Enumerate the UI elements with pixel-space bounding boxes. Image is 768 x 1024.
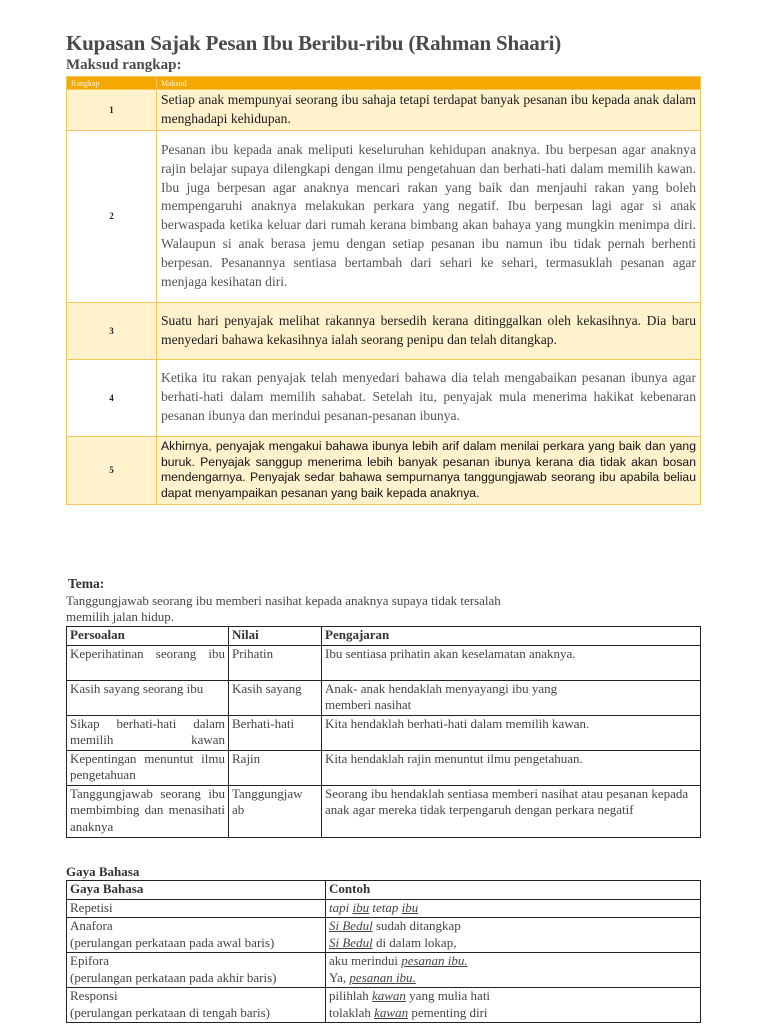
gaya-name-cell: [67, 918, 326, 953]
rangkap-maksud: Ketika itu rakan penyajak telah menyedari bahawa dia telah mengabaikan pesanan ibunya agar berhati-hati dalam memilih sahabat. Setelah itu, penyajak mula menerima hakikat kebenaran pesanan ibunya dan merindui pesanan-pesanan ibunya.: [157, 359, 701, 436]
nilai-cell: Kasih sayang: [229, 680, 322, 715]
gaya-desc: (perulangan perkataan pada awal baris): [70, 934, 275, 950]
table-row: [67, 899, 701, 918]
pengajaran-cell: Kita hendaklah rajin menuntut ilmu pengetahuan.: [322, 750, 701, 785]
rangkap-number: 3: [67, 302, 157, 359]
column-header-maksud: Maksud: [157, 77, 701, 90]
gaya-name: Repetisi: [67, 899, 326, 918]
table-row: [67, 130, 701, 302]
nilai-cell: Berhati-hati: [229, 715, 322, 750]
contoh-text: yang mulia hati: [405, 988, 491, 1003]
table-row: [67, 953, 701, 988]
contoh-line: [329, 988, 697, 1005]
table-row: [67, 988, 701, 1023]
contoh-line: [329, 1005, 697, 1022]
contoh-word: Si Bedul: [329, 934, 373, 950]
persoalan-table: [66, 626, 701, 838]
contoh-text: sudah ditangkap: [372, 918, 461, 933]
persoalan-cell: Kasih sayang seorang ibu: [67, 680, 229, 715]
rangkap-number: 2: [67, 130, 157, 302]
tema-text: Tanggungjawab seorang ibu memberi nasihat kepada anaknya supaya tidak tersalah memilih jalan hidup.: [66, 593, 501, 624]
contoh-word: ibu: [352, 899, 370, 915]
contoh-line: [329, 918, 697, 935]
contoh-word: Si Bedul: [329, 918, 373, 933]
nilai-cell: Rajin: [229, 750, 322, 785]
gaya-name-cell: [67, 953, 326, 988]
table-row: [67, 436, 701, 504]
section-heading-maksud: Maksud rangkap:: [66, 57, 182, 73]
persoalan-cell: Keperihatinan seorang ibu: [67, 645, 229, 680]
pengajaran-text: Anak- anak hendaklah menyayangi ibu yang memberi nasihat: [325, 680, 558, 712]
column-header-rangkap: Rangkap: [67, 77, 157, 90]
page-title: Kupasan Sajak Pesan Ibu Beribu-ribu (Rahman Shaari): [66, 31, 562, 55]
pengajaran-cell: Seorang ibu hendaklah sentiasa memberi nasihat atau pesanan kepada anak agar mereka tidak terpengaruh dengan perkara negatif: [322, 785, 701, 837]
pengajaran-cell: Kita hendaklah berhati-hati dalam memilih kawan.: [322, 715, 701, 750]
gaya-bahasa-label: Gaya Bahasa: [66, 864, 140, 879]
contoh-text: pilihlah: [329, 988, 372, 1003]
contoh-cell: [326, 899, 701, 918]
rangkap-number: 1: [67, 90, 157, 131]
gaya-desc: (perulangan perkataan di tengah baris): [70, 1004, 270, 1020]
gaya-name: Epifora: [70, 953, 109, 968]
column-header-persoalan: Persoalan: [67, 627, 229, 646]
contoh-text: di dalam lokap,: [372, 934, 457, 950]
rangkap-maksud: Akhirnya, penyajak mengakui bahawa ibunya lebih arif dalam menilai perkara yang baik dan yang buruk. Penyajak sanggup menerima lebih banyak pesanan ibunya kerana dia tidak akan bosan mendengarnya. Penyajak sedar bahawa sempurnanya tanggungjawab seorang ibu apabila beliau dapat menyampaikan pesanan yang baik kepada anaknya.: [157, 436, 701, 504]
contoh-word: pesanan ibu.: [401, 953, 468, 968]
contoh-cell: [326, 918, 701, 953]
gaya-bahasa-table: [66, 880, 701, 1023]
persoalan-cell: Tanggungjawab seorang ibu membimbing dan menasihati anaknya: [67, 785, 229, 837]
nilai-cell: Tanggungjaw ab: [229, 785, 322, 837]
table-header-row: [67, 881, 701, 900]
table-header-row: [67, 627, 701, 646]
gaya-desc: (perulangan perkataan pada akhir baris): [70, 969, 277, 985]
column-header-gaya: Gaya Bahasa: [67, 881, 326, 900]
contoh-word: tetap: [372, 899, 399, 915]
contoh-word: tapi: [329, 899, 350, 915]
table-row: [67, 90, 701, 131]
table-row: [67, 918, 701, 953]
contoh-line: [329, 953, 697, 970]
contoh-word: kawan: [371, 988, 406, 1003]
table-row: [67, 715, 701, 750]
tema-label: Tema:: [68, 576, 105, 591]
contoh-word: pesanan ibu.: [349, 969, 416, 985]
table-row: [67, 645, 701, 680]
column-header-nilai: Nilai: [229, 627, 322, 646]
contoh-text: tolaklah: [329, 1004, 375, 1020]
table-row: [67, 750, 701, 785]
table-header-row: [67, 77, 701, 90]
contoh-text: Ya,: [329, 969, 350, 985]
pengajaran-cell: Ibu sentiasa prihatin akan keselamatan anaknya.: [322, 645, 701, 680]
table-row: [67, 359, 701, 436]
table-row: [67, 302, 701, 359]
contoh-cell: [326, 953, 701, 988]
contoh-word: ibu: [401, 899, 419, 915]
pengajaran-cell: [322, 680, 701, 715]
contoh-text: aku merindui: [329, 953, 402, 968]
rangkap-maksud: Suatu hari penyajak melihat rakannya bersedih kerana ditinggalkan oleh kekasihnya. Dia baru menyedari bahawa kekasihnya ialah seorang penipu dan telah ditangkap.: [157, 302, 701, 359]
table-row: [67, 785, 701, 837]
gaya-name-cell: [67, 988, 326, 1023]
gaya-name: Responsi: [70, 988, 118, 1003]
contoh-line: [329, 935, 697, 952]
rangkap-maksud: Setiap anak mempunyai seorang ibu sahaja tetapi terdapat banyak pesanan ibu kepada anak dalam menghadapi kehidupan.: [157, 90, 701, 131]
contoh-word: kawan: [374, 1004, 409, 1020]
column-header-contoh: Contoh: [326, 881, 701, 900]
gaya-name: Anafora: [70, 918, 113, 933]
rangkap-maksud: Pesanan ibu kepada anak meliputi keseluruhan kehidupan anaknya. Ibu berpesan agar anaknya rajin belajar supaya dilengkapi dengan ilmu pengetahuan dan berhati-hati dalam memilih kawan. Ibu juga berpesan agar anaknya mencari rakan yang baik dan menjauhi rakan yang boleh mempengaruhi anaknya melakukan perkara yang negatif. Ibu berpesan lagi agar si anak berwaspada ketika keluar dari rumah kerana bimbang akan bahaya yang mungkin menimpa diri. Walaupun si anak berasa jemu dengan setiap pesanan ibu namun ibu tidak pernah berhenti berpesan. Pesanannya sentiasa bertambah dari sehari ke sehari, termasuklah pesanan agar menjaga kesihatan diri.: [157, 130, 701, 302]
maksud-rangkap-table: [66, 76, 701, 505]
contoh-text: pementing diri: [408, 1004, 488, 1020]
rangkap-number: 5: [67, 436, 157, 504]
contoh-line: [329, 970, 697, 987]
persoalan-cell: Sikap berhati-hati dalam memilih kawan: [67, 715, 229, 750]
contoh-cell: [326, 988, 701, 1023]
table-row: [67, 680, 701, 715]
rangkap-number: 4: [67, 359, 157, 436]
column-header-pengajaran: Pengajaran: [322, 627, 701, 646]
nilai-cell: Prihatin: [229, 645, 322, 680]
persoalan-cell: Kepentingan menuntut ilmu pengetahuan: [67, 750, 229, 785]
